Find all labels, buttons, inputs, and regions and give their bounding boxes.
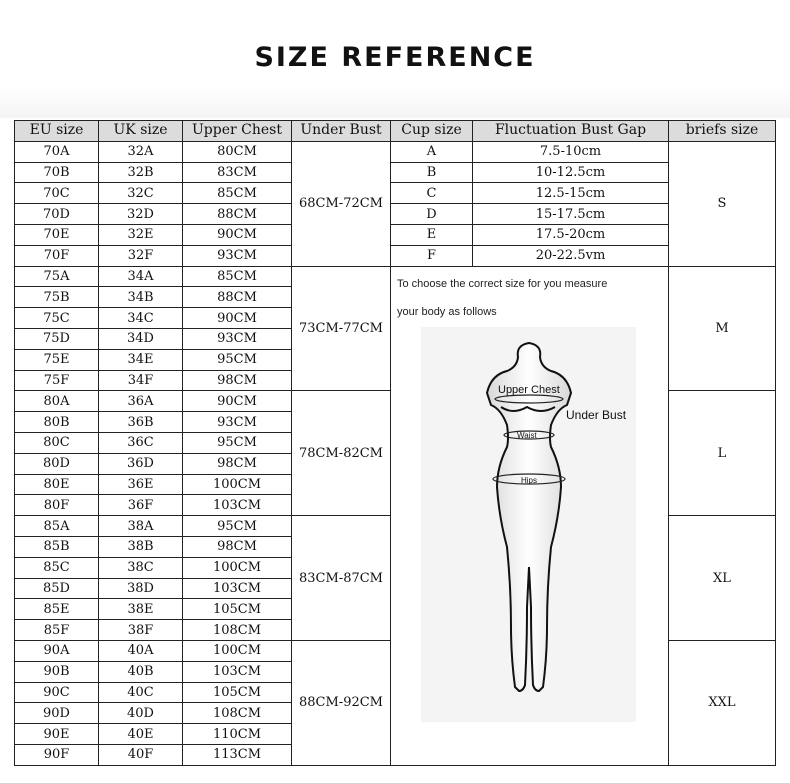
eu-size-cell: 80F bbox=[15, 495, 99, 516]
eu-size-cell: 90E bbox=[15, 724, 99, 745]
figure-instruction-line-1: To choose the correct size for you measure bbox=[397, 277, 608, 290]
upper-chest-cell: 100CM bbox=[183, 474, 292, 495]
under-bust-cell: 88CM-92CM bbox=[292, 640, 391, 765]
upper-chest-cell: 108CM bbox=[183, 703, 292, 724]
upper-chest-cell: 98CM bbox=[183, 536, 292, 557]
under-bust-label: Under Bust bbox=[566, 407, 627, 422]
table-row bbox=[15, 224, 776, 245]
upper-chest-cell: 90CM bbox=[183, 224, 292, 245]
upper-chest-cell: 105CM bbox=[183, 682, 292, 703]
eu-size-cell: 75C bbox=[15, 308, 99, 329]
table-row bbox=[15, 162, 776, 183]
eu-size-cell: 70A bbox=[15, 141, 99, 162]
briefs-size-cell: XL bbox=[669, 516, 776, 641]
uk-size-cell: 40F bbox=[99, 744, 183, 765]
upper-chest-cell: 100CM bbox=[183, 557, 292, 578]
eu-size-cell: 70F bbox=[15, 245, 99, 266]
header-eu-size: EU size bbox=[15, 121, 99, 142]
upper-chest-cell: 93CM bbox=[183, 245, 292, 266]
measurement-figure-cell bbox=[391, 266, 669, 765]
uk-size-cell: 40C bbox=[99, 682, 183, 703]
uk-size-cell: 40D bbox=[99, 703, 183, 724]
eu-size-cell: 90D bbox=[15, 703, 99, 724]
briefs-size-cell: S bbox=[669, 141, 776, 266]
uk-size-cell: 36B bbox=[99, 412, 183, 433]
upper-chest-cell: 90CM bbox=[183, 391, 292, 412]
table-row bbox=[15, 204, 776, 225]
header-fluctuation-bust-gap: Fluctuation Bust Gap bbox=[473, 121, 669, 142]
cup-size-cell: C bbox=[391, 183, 473, 204]
uk-size-cell: 34D bbox=[99, 328, 183, 349]
upper-chest-cell: 110CM bbox=[183, 724, 292, 745]
figure-instruction-line-2: your body as follows bbox=[397, 305, 497, 318]
eu-size-cell: 90C bbox=[15, 682, 99, 703]
uk-size-cell: 40A bbox=[99, 640, 183, 661]
uk-size-cell: 38E bbox=[99, 599, 183, 620]
uk-size-cell: 38A bbox=[99, 516, 183, 537]
eu-size-cell: 70D bbox=[15, 204, 99, 225]
upper-chest-cell: 108CM bbox=[183, 620, 292, 641]
bust-gap-cell: 15-17.5cm bbox=[473, 204, 669, 225]
eu-size-cell: 80C bbox=[15, 432, 99, 453]
upper-chest-cell: 103CM bbox=[183, 495, 292, 516]
uk-size-cell: 34E bbox=[99, 349, 183, 370]
header-shade bbox=[0, 88, 790, 118]
uk-size-cell: 32E bbox=[99, 224, 183, 245]
eu-size-cell: 90B bbox=[15, 661, 99, 682]
upper-chest-cell: 100CM bbox=[183, 640, 292, 661]
cup-size-cell: F bbox=[391, 245, 473, 266]
bust-gap-cell: 17.5-20cm bbox=[473, 224, 669, 245]
uk-size-cell: 32A bbox=[99, 141, 183, 162]
eu-size-cell: 70C bbox=[15, 183, 99, 204]
uk-size-cell: 36A bbox=[99, 391, 183, 412]
under-bust-cell: 68CM-72CM bbox=[292, 141, 391, 266]
header-briefs-size: briefs size bbox=[669, 121, 776, 142]
under-bust-cell: 73CM-77CM bbox=[292, 266, 391, 391]
upper-chest-cell: 80CM bbox=[183, 141, 292, 162]
eu-size-cell: 80A bbox=[15, 391, 99, 412]
table-row bbox=[15, 183, 776, 204]
briefs-size-cell: M bbox=[669, 266, 776, 391]
eu-size-cell: 80E bbox=[15, 474, 99, 495]
header-row bbox=[15, 121, 776, 142]
cup-size-cell: D bbox=[391, 204, 473, 225]
eu-size-cell: 85B bbox=[15, 536, 99, 557]
eu-size-cell: 75B bbox=[15, 287, 99, 308]
size-table bbox=[14, 120, 776, 766]
uk-size-cell: 34F bbox=[99, 370, 183, 391]
hips-label: Hips bbox=[521, 475, 538, 485]
uk-size-cell: 36F bbox=[99, 495, 183, 516]
uk-size-cell: 38C bbox=[99, 557, 183, 578]
upper-chest-cell: 95CM bbox=[183, 516, 292, 537]
upper-chest-cell: 98CM bbox=[183, 370, 292, 391]
table-row bbox=[15, 141, 776, 162]
upper-chest-cell: 88CM bbox=[183, 204, 292, 225]
briefs-size-cell: XXL bbox=[669, 640, 776, 765]
eu-size-cell: 85A bbox=[15, 516, 99, 537]
eu-size-cell: 80D bbox=[15, 453, 99, 474]
header-uk-size: UK size bbox=[99, 121, 183, 142]
bust-gap-cell: 20-22.5vm bbox=[473, 245, 669, 266]
upper-chest-cell: 85CM bbox=[183, 183, 292, 204]
body-figure-icon bbox=[391, 267, 668, 722]
table-row bbox=[15, 266, 776, 287]
upper-chest-cell: 90CM bbox=[183, 308, 292, 329]
uk-size-cell: 40E bbox=[99, 724, 183, 745]
uk-size-cell: 38D bbox=[99, 578, 183, 599]
eu-size-cell: 75F bbox=[15, 370, 99, 391]
header-cup-size: Cup size bbox=[391, 121, 473, 142]
header-upper-chest: Upper Chest bbox=[183, 121, 292, 142]
bust-gap-cell: 10-12.5cm bbox=[473, 162, 669, 183]
header-under-bust: Under Bust bbox=[292, 121, 391, 142]
uk-size-cell: 36C bbox=[99, 432, 183, 453]
uk-size-cell: 32F bbox=[99, 245, 183, 266]
eu-size-cell: 85E bbox=[15, 599, 99, 620]
upper-chest-cell: 113CM bbox=[183, 744, 292, 765]
upper-chest-label: Upper Chest bbox=[498, 383, 560, 396]
upper-chest-cell: 95CM bbox=[183, 349, 292, 370]
upper-chest-cell: 103CM bbox=[183, 578, 292, 599]
uk-size-cell: 38F bbox=[99, 620, 183, 641]
eu-size-cell: 70E bbox=[15, 224, 99, 245]
upper-chest-cell: 95CM bbox=[183, 432, 292, 453]
upper-chest-cell: 93CM bbox=[183, 412, 292, 433]
upper-chest-cell: 105CM bbox=[183, 599, 292, 620]
under-bust-cell: 78CM-82CM bbox=[292, 391, 391, 516]
cup-size-cell: E bbox=[391, 224, 473, 245]
uk-size-cell: 32B bbox=[99, 162, 183, 183]
uk-size-cell: 38B bbox=[99, 536, 183, 557]
page-title: SIZE REFERENCE bbox=[254, 42, 536, 73]
uk-size-cell: 32D bbox=[99, 204, 183, 225]
eu-size-cell: 70B bbox=[15, 162, 99, 183]
uk-size-cell: 40B bbox=[99, 661, 183, 682]
upper-chest-cell: 93CM bbox=[183, 328, 292, 349]
uk-size-cell: 36D bbox=[99, 453, 183, 474]
bust-gap-cell: 12.5-15cm bbox=[473, 183, 669, 204]
briefs-size-cell: L bbox=[669, 391, 776, 516]
uk-size-cell: 34B bbox=[99, 287, 183, 308]
table-row bbox=[15, 245, 776, 266]
eu-size-cell: 75E bbox=[15, 349, 99, 370]
upper-chest-cell: 103CM bbox=[183, 661, 292, 682]
cup-size-cell: A bbox=[391, 141, 473, 162]
under-bust-cell: 83CM-87CM bbox=[292, 516, 391, 641]
eu-size-cell: 85F bbox=[15, 620, 99, 641]
uk-size-cell: 36E bbox=[99, 474, 183, 495]
waist-label: Waist bbox=[517, 430, 537, 440]
upper-chest-cell: 98CM bbox=[183, 453, 292, 474]
eu-size-cell: 85D bbox=[15, 578, 99, 599]
eu-size-cell: 80B bbox=[15, 412, 99, 433]
eu-size-cell: 75D bbox=[15, 328, 99, 349]
uk-size-cell: 32C bbox=[99, 183, 183, 204]
cup-size-cell: B bbox=[391, 162, 473, 183]
eu-size-cell: 75A bbox=[15, 266, 99, 287]
uk-size-cell: 34A bbox=[99, 266, 183, 287]
bust-gap-cell: 7.5-10cm bbox=[473, 141, 669, 162]
upper-chest-cell: 83CM bbox=[183, 162, 292, 183]
upper-chest-cell: 88CM bbox=[183, 287, 292, 308]
eu-size-cell: 85C bbox=[15, 557, 99, 578]
eu-size-cell: 90A bbox=[15, 640, 99, 661]
upper-chest-cell: 85CM bbox=[183, 266, 292, 287]
uk-size-cell: 34C bbox=[99, 308, 183, 329]
eu-size-cell: 90F bbox=[15, 744, 99, 765]
